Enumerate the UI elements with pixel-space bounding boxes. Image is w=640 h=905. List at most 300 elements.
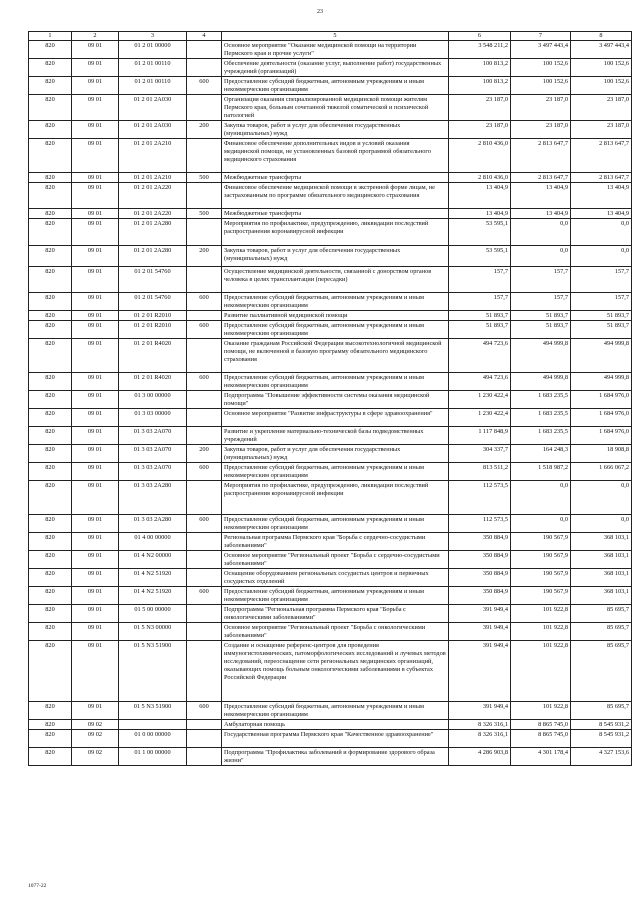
table-row <box>29 246 632 267</box>
cell-admin-code: 820 <box>29 311 72 321</box>
cell-amount-year2: 13 404,9 <box>511 183 571 209</box>
cell-admin-code: 820 <box>29 587 72 605</box>
cell-admin-code: 820 <box>29 409 72 427</box>
cell-amount-year1: 1 230 422,4 <box>449 409 511 427</box>
cell-section-code: 09 01 <box>72 246 119 267</box>
cell-admin-code: 820 <box>29 121 72 139</box>
cell-expense-type: 200 <box>187 121 222 139</box>
cell-amount-year1: 494 723,6 <box>449 373 511 391</box>
cell-amount-year1: 53 595,1 <box>449 219 511 246</box>
cell-amount-year3: 1 684 976,0 <box>571 409 632 427</box>
cell-amount-year3: 13 404,9 <box>571 183 632 209</box>
cell-target-article: 01 3 03 2A280 <box>119 515 187 533</box>
cell-section-code: 09 01 <box>72 339 119 373</box>
cell-amount-year1: 13 404,9 <box>449 209 511 219</box>
cell-target-article: 01 4 00 00000 <box>119 533 187 551</box>
cell-admin-code: 820 <box>29 267 72 293</box>
cell-amount-year2: 1 518 987,2 <box>511 463 571 481</box>
cell-expense-type: 600 <box>187 321 222 339</box>
table-row <box>29 409 632 427</box>
cell-description: Предоставление субсидий бюджетным, автономным учреждениям и иным некоммерческим организациям <box>222 702 449 720</box>
cell-amount-year2: 8 865 745,0 <box>511 730 571 748</box>
cell-expense-type <box>187 551 222 569</box>
cell-amount-year1: 391 949,4 <box>449 605 511 623</box>
cell-section-code: 09 01 <box>72 267 119 293</box>
cell-section-code: 09 01 <box>72 121 119 139</box>
cell-admin-code: 820 <box>29 59 72 77</box>
table-row <box>29 183 632 209</box>
cell-amount-year2: 101 922,8 <box>511 623 571 641</box>
cell-description: Осуществление медицинской деятельности, связанной с донорством органов человека в целях трансплантации (пересадки) <box>222 267 449 293</box>
cell-section-code: 09 01 <box>72 391 119 409</box>
cell-amount-year1: 23 187,0 <box>449 121 511 139</box>
cell-amount-year2: 157,7 <box>511 293 571 311</box>
cell-amount-year1: 1 117 848,9 <box>449 427 511 445</box>
cell-expense-type <box>187 427 222 445</box>
cell-amount-year3: 494 999,8 <box>571 339 632 373</box>
cell-section-code: 09 02 <box>72 748 119 766</box>
cell-description: Предоставление субсидий бюджетным, автономным учреждениям и иным некоммерческим организациям <box>222 587 449 605</box>
cell-admin-code: 820 <box>29 321 72 339</box>
table-row <box>29 219 632 246</box>
cell-amount-year1: 100 813,2 <box>449 59 511 77</box>
cell-expense-type <box>187 481 222 515</box>
cell-amount-year2: 100 152,6 <box>511 77 571 95</box>
cell-amount-year2: 157,7 <box>511 267 571 293</box>
cell-amount-year2: 101 922,8 <box>511 702 571 720</box>
cell-amount-year3: 2 813 647,7 <box>571 173 632 183</box>
cell-target-article: 01 2 01 00000 <box>119 41 187 59</box>
cell-target-article: 01 2 01 2A030 <box>119 121 187 139</box>
cell-section-code: 09 01 <box>72 551 119 569</box>
cell-section-code: 09 01 <box>72 219 119 246</box>
table-row <box>29 139 632 173</box>
cell-target-article: 01 3 00 00000 <box>119 391 187 409</box>
cell-description: Закупка товаров, работ и услуг для обеспечения государственных (муниципальных) нужд <box>222 121 449 139</box>
cell-amount-year2: 2 813 647,7 <box>511 173 571 183</box>
cell-description: Основное мероприятие "Оказание медицинской помощи на территории Пермского края и прочие услуги" <box>222 41 449 59</box>
cell-amount-year3: 3 497 443,4 <box>571 41 632 59</box>
table-row <box>29 293 632 311</box>
cell-section-code: 09 02 <box>72 730 119 748</box>
cell-amount-year3: 4 327 153,6 <box>571 748 632 766</box>
cell-expense-type <box>187 183 222 209</box>
budget-table <box>28 31 632 766</box>
cell-expense-type <box>187 748 222 766</box>
cell-expense-type: 600 <box>187 463 222 481</box>
cell-amount-year2: 1 683 235,5 <box>511 391 571 409</box>
cell-amount-year2: 190 567,9 <box>511 569 571 587</box>
cell-amount-year1: 391 949,4 <box>449 702 511 720</box>
table-row <box>29 267 632 293</box>
table-row <box>29 77 632 95</box>
cell-target-article: 01 5 00 00000 <box>119 605 187 623</box>
cell-target-article: 01 2 01 2A220 <box>119 183 187 209</box>
cell-section-code: 09 01 <box>72 139 119 173</box>
cell-section-code: 09 02 <box>72 720 119 730</box>
cell-amount-year1: 23 187,0 <box>449 95 511 121</box>
cell-target-article: 01 2 01 00110 <box>119 77 187 95</box>
cell-expense-type <box>187 59 222 77</box>
cell-amount-year1: 391 949,4 <box>449 623 511 641</box>
cell-admin-code: 820 <box>29 515 72 533</box>
table-row <box>29 339 632 373</box>
cell-amount-year3: 368 103,1 <box>571 533 632 551</box>
cell-amount-year2: 100 152,6 <box>511 59 571 77</box>
cell-amount-year1: 157,7 <box>449 293 511 311</box>
cell-description: Оснащение оборудованием региональных сосудистых центров и первичных сосудистых отделений <box>222 569 449 587</box>
cell-amount-year1: 391 949,4 <box>449 641 511 702</box>
cell-section-code: 09 01 <box>72 533 119 551</box>
cell-target-article: 01 2 01 00110 <box>119 59 187 77</box>
cell-amount-year1: 51 893,7 <box>449 321 511 339</box>
cell-amount-year2: 0,0 <box>511 219 571 246</box>
cell-target-article: 01 2 01 2A030 <box>119 95 187 121</box>
cell-amount-year2: 190 567,9 <box>511 587 571 605</box>
cell-description: Предоставление субсидий бюджетным, автономным учреждениям и иным некоммерческим организациям <box>222 373 449 391</box>
cell-amount-year3: 85 695,7 <box>571 605 632 623</box>
cell-amount-year3: 23 187,0 <box>571 121 632 139</box>
cell-amount-year2: 0,0 <box>511 246 571 267</box>
table-row <box>29 311 632 321</box>
cell-amount-year1: 304 337,7 <box>449 445 511 463</box>
cell-target-article <box>119 720 187 730</box>
cell-description: Развитие и укрепление материально-технической базы подведомственных учреждений <box>222 427 449 445</box>
cell-amount-year3: 100 152,6 <box>571 77 632 95</box>
table-row <box>29 569 632 587</box>
cell-admin-code: 820 <box>29 748 72 766</box>
cell-section-code: 09 01 <box>72 515 119 533</box>
cell-target-article: 01 3 03 2A070 <box>119 445 187 463</box>
cell-amount-year3: 85 695,7 <box>571 623 632 641</box>
cell-expense-type: 600 <box>187 293 222 311</box>
cell-description: Мероприятия по профилактике, предупреждению, ликвидации последствий распространения коронавирусной инфекции <box>222 481 449 515</box>
cell-amount-year1: 1 230 422,4 <box>449 391 511 409</box>
cell-section-code: 09 01 <box>72 209 119 219</box>
cell-amount-year2: 2 813 647,7 <box>511 139 571 173</box>
cell-amount-year2: 51 893,7 <box>511 321 571 339</box>
cell-description: Организация оказания специализированной медицинской помощи жителям Пермского края, больным сочетанной тяжелой соматической и психической патологией <box>222 95 449 121</box>
cell-amount-year2: 8 865 745,0 <box>511 720 571 730</box>
cell-amount-year3: 51 893,7 <box>571 311 632 321</box>
cell-section-code: 09 01 <box>72 183 119 209</box>
cell-amount-year3: 0,0 <box>571 246 632 267</box>
cell-amount-year3: 368 103,1 <box>571 551 632 569</box>
cell-admin-code: 820 <box>29 391 72 409</box>
cell-amount-year1: 53 595,1 <box>449 246 511 267</box>
cell-expense-type <box>187 95 222 121</box>
table-row <box>29 427 632 445</box>
cell-admin-code: 820 <box>29 339 72 373</box>
cell-amount-year3: 1 684 976,0 <box>571 427 632 445</box>
cell-target-article: 01 2 01 54760 <box>119 293 187 311</box>
table-row <box>29 41 632 59</box>
cell-amount-year3: 8 545 931,2 <box>571 730 632 748</box>
table-row <box>29 373 632 391</box>
cell-amount-year3: 0,0 <box>571 515 632 533</box>
table-row <box>29 748 632 766</box>
cell-admin-code: 820 <box>29 173 72 183</box>
cell-section-code: 09 01 <box>72 373 119 391</box>
cell-section-code: 09 01 <box>72 605 119 623</box>
table-row <box>29 551 632 569</box>
cell-expense-type <box>187 409 222 427</box>
cell-description: Подпрограмма "Профилактика заболеваний и формирование здорового образа жизни" <box>222 748 449 766</box>
cell-expense-type <box>187 605 222 623</box>
table-row <box>29 121 632 139</box>
cell-amount-year3: 0,0 <box>571 481 632 515</box>
cell-expense-type <box>187 730 222 748</box>
cell-amount-year3: 0,0 <box>571 219 632 246</box>
cell-section-code: 09 01 <box>72 587 119 605</box>
cell-amount-year1: 350 884,9 <box>449 569 511 587</box>
cell-target-article: 01 5 N3 51900 <box>119 702 187 720</box>
cell-amount-year2: 23 187,0 <box>511 121 571 139</box>
cell-admin-code: 820 <box>29 209 72 219</box>
cell-admin-code: 820 <box>29 183 72 209</box>
cell-target-article: 01 2 01 R2010 <box>119 321 187 339</box>
column-header: 8 <box>571 32 632 41</box>
table-row <box>29 173 632 183</box>
cell-description: Амбулаторная помощь <box>222 720 449 730</box>
cell-amount-year1: 13 404,9 <box>449 183 511 209</box>
cell-admin-code: 820 <box>29 41 72 59</box>
cell-description: Финансовое обеспечение дополнительных видов и условий оказания медицинской помощи, не установленных базовой программой обязательного медицинского страхования <box>222 139 449 173</box>
cell-section-code: 09 01 <box>72 77 119 95</box>
cell-amount-year3: 157,7 <box>571 293 632 311</box>
cell-expense-type <box>187 533 222 551</box>
cell-target-article: 01 2 01 2A210 <box>119 139 187 173</box>
cell-admin-code: 820 <box>29 481 72 515</box>
table-row <box>29 533 632 551</box>
cell-amount-year3: 8 545 931,2 <box>571 720 632 730</box>
cell-section-code: 09 01 <box>72 463 119 481</box>
cell-amount-year1: 8 326 316,1 <box>449 730 511 748</box>
cell-description: Межбюджетные трансферты <box>222 209 449 219</box>
cell-admin-code: 820 <box>29 373 72 391</box>
cell-description: Предоставление субсидий бюджетным, автономным учреждениям и иным некоммерческим организациям <box>222 293 449 311</box>
cell-amount-year2: 190 567,9 <box>511 551 571 569</box>
cell-amount-year3: 157,7 <box>571 267 632 293</box>
cell-expense-type <box>187 267 222 293</box>
cell-description: Предоставление субсидий бюджетным, автономным учреждениям и иным некоммерческим организациям <box>222 515 449 533</box>
cell-amount-year2: 1 683 235,5 <box>511 409 571 427</box>
cell-amount-year1: 4 286 903,8 <box>449 748 511 766</box>
cell-admin-code: 820 <box>29 246 72 267</box>
cell-description: Основное мероприятие "Региональный проект "Борьба с онкологическими заболеваниями" <box>222 623 449 641</box>
cell-amount-year2: 0,0 <box>511 481 571 515</box>
cell-amount-year1: 100 813,2 <box>449 77 511 95</box>
cell-description: Основное мероприятие "Региональный проект "Борьба с сердечно-сосудистыми заболеваниями" <box>222 551 449 569</box>
cell-amount-year3: 368 103,1 <box>571 569 632 587</box>
cell-amount-year2: 1 683 235,5 <box>511 427 571 445</box>
cell-description: Закупка товаров, работ и услуг для обеспечения государственных (муниципальных) нужд <box>222 445 449 463</box>
cell-amount-year3: 23 187,0 <box>571 95 632 121</box>
header-row <box>29 32 632 41</box>
cell-amount-year2: 494 999,8 <box>511 339 571 373</box>
cell-amount-year1: 494 723,6 <box>449 339 511 373</box>
cell-section-code: 09 01 <box>72 445 119 463</box>
cell-expense-type: 600 <box>187 77 222 95</box>
cell-amount-year2: 164 248,3 <box>511 445 571 463</box>
cell-expense-type <box>187 139 222 173</box>
cell-section-code: 09 01 <box>72 702 119 720</box>
cell-amount-year3: 13 404,9 <box>571 209 632 219</box>
cell-target-article: 01 5 N3 51900 <box>119 641 187 702</box>
cell-target-article: 01 3 03 00000 <box>119 409 187 427</box>
cell-target-article: 01 4 N2 51920 <box>119 569 187 587</box>
cell-expense-type <box>187 641 222 702</box>
cell-admin-code: 820 <box>29 95 72 121</box>
table-row <box>29 641 632 702</box>
cell-amount-year2: 23 187,0 <box>511 95 571 121</box>
cell-amount-year2: 101 922,8 <box>511 641 571 702</box>
cell-amount-year3: 368 103,1 <box>571 587 632 605</box>
cell-description: Мероприятия по профилактике, предупреждению, ликвидации последствий распространения коронавирусной инфекции <box>222 219 449 246</box>
cell-amount-year3: 2 813 647,7 <box>571 139 632 173</box>
cell-amount-year3: 85 695,7 <box>571 702 632 720</box>
cell-admin-code: 820 <box>29 551 72 569</box>
cell-description: Межбюджетные трансферты <box>222 173 449 183</box>
cell-target-article: 01 5 N3 00000 <box>119 623 187 641</box>
cell-target-article: 01 4 N2 51920 <box>119 587 187 605</box>
cell-expense-type: 200 <box>187 445 222 463</box>
table-row <box>29 730 632 748</box>
cell-description: Подпрограмма "Повышение эффективности системы оказания медицинской помощи" <box>222 391 449 409</box>
table-row <box>29 720 632 730</box>
cell-target-article: 01 0 00 00000 <box>119 730 187 748</box>
table-row <box>29 321 632 339</box>
cell-amount-year1: 350 884,9 <box>449 551 511 569</box>
table-row <box>29 587 632 605</box>
cell-amount-year1: 157,7 <box>449 267 511 293</box>
cell-admin-code: 820 <box>29 605 72 623</box>
cell-expense-type: 500 <box>187 173 222 183</box>
cell-description: Предоставление субсидий бюджетным, автономным учреждениям и иным некоммерческим организациям <box>222 77 449 95</box>
cell-description: Финансовое обеспечение медицинской помощи в экстренной форме лицам, не застрахованным по программе обязательного медицинского страхования <box>222 183 449 209</box>
cell-admin-code: 820 <box>29 720 72 730</box>
cell-section-code: 09 01 <box>72 409 119 427</box>
table-row <box>29 391 632 409</box>
cell-target-article: 01 2 01 R2010 <box>119 311 187 321</box>
cell-description: Создание и оснащение референс-центров для проведения иммуногистохимических, патоморфологических исследований и лучевых методов исследований, переоснащение сети региональных медицинских организаций, оказывающих помощь больным онкологическими заболеваниями в субъектах Российской Федерации <box>222 641 449 702</box>
cell-expense-type: 200 <box>187 246 222 267</box>
column-header: 7 <box>511 32 571 41</box>
cell-target-article: 01 1 00 00000 <box>119 748 187 766</box>
cell-section-code: 09 01 <box>72 41 119 59</box>
cell-expense-type: 600 <box>187 373 222 391</box>
cell-expense-type <box>187 623 222 641</box>
cell-target-article: 01 2 01 2A280 <box>119 246 187 267</box>
table-row <box>29 209 632 219</box>
cell-expense-type: 600 <box>187 702 222 720</box>
cell-description: Закупка товаров, работ и услуг для обеспечения государственных (муниципальных) нужд <box>222 246 449 267</box>
cell-expense-type <box>187 41 222 59</box>
budget-table-container <box>28 31 631 766</box>
table-row <box>29 515 632 533</box>
cell-admin-code: 820 <box>29 533 72 551</box>
table-body <box>29 41 632 766</box>
cell-section-code: 09 01 <box>72 95 119 121</box>
cell-amount-year2: 3 497 443,4 <box>511 41 571 59</box>
footer-code: 1077-22 <box>28 883 47 889</box>
cell-description: Основное мероприятие "Развитие инфраструктуры в сфере здравоохранения" <box>222 409 449 427</box>
cell-section-code: 09 01 <box>72 173 119 183</box>
cell-description: Развитие паллиативной медицинской помощи <box>222 311 449 321</box>
table-row <box>29 481 632 515</box>
cell-amount-year2: 4 301 178,4 <box>511 748 571 766</box>
cell-section-code: 09 01 <box>72 623 119 641</box>
cell-amount-year3: 494 999,8 <box>571 373 632 391</box>
cell-expense-type <box>187 219 222 246</box>
cell-target-article: 01 2 01 2A220 <box>119 209 187 219</box>
cell-admin-code: 820 <box>29 427 72 445</box>
cell-admin-code: 820 <box>29 139 72 173</box>
column-header: 3 <box>119 32 187 41</box>
cell-amount-year3: 18 908,8 <box>571 445 632 463</box>
cell-expense-type: 600 <box>187 587 222 605</box>
cell-description: Оказание гражданам Российской Федерации высокотехнологичной медицинской помощи, не включенной в базовую программу обязательного медицинского страхования <box>222 339 449 373</box>
cell-amount-year1: 51 893,7 <box>449 311 511 321</box>
cell-amount-year1: 112 573,5 <box>449 481 511 515</box>
cell-admin-code: 820 <box>29 463 72 481</box>
cell-section-code: 09 01 <box>72 641 119 702</box>
table-row <box>29 702 632 720</box>
cell-expense-type: 600 <box>187 515 222 533</box>
cell-amount-year1: 350 884,9 <box>449 533 511 551</box>
cell-description: Предоставление субсидий бюджетным, автономным учреждениям и иным некоммерческим организациям <box>222 321 449 339</box>
cell-amount-year2: 101 922,8 <box>511 605 571 623</box>
cell-expense-type <box>187 569 222 587</box>
cell-description: Региональная программа Пермского края "Борьба с сердечно-сосудистыми заболеваниями" <box>222 533 449 551</box>
cell-target-article: 01 3 03 2A280 <box>119 481 187 515</box>
table-row <box>29 623 632 641</box>
column-header: 2 <box>72 32 119 41</box>
column-header: 4 <box>187 32 222 41</box>
cell-amount-year3: 85 695,7 <box>571 641 632 702</box>
column-header: 5 <box>222 32 449 41</box>
cell-section-code: 09 01 <box>72 569 119 587</box>
cell-expense-type: 500 <box>187 209 222 219</box>
cell-target-article: 01 2 01 2A210 <box>119 173 187 183</box>
cell-expense-type <box>187 339 222 373</box>
cell-admin-code: 820 <box>29 569 72 587</box>
table-row <box>29 605 632 623</box>
table-row <box>29 59 632 77</box>
cell-amount-year1: 2 810 436,0 <box>449 139 511 173</box>
cell-amount-year3: 100 152,6 <box>571 59 632 77</box>
cell-amount-year3: 1 684 976,0 <box>571 391 632 409</box>
cell-amount-year2: 51 893,7 <box>511 311 571 321</box>
cell-amount-year1: 112 573,5 <box>449 515 511 533</box>
column-header: 6 <box>449 32 511 41</box>
cell-section-code: 09 01 <box>72 293 119 311</box>
table-row <box>29 463 632 481</box>
cell-expense-type <box>187 391 222 409</box>
cell-section-code: 09 01 <box>72 59 119 77</box>
cell-target-article: 01 3 03 2A070 <box>119 463 187 481</box>
cell-target-article: 01 2 01 54760 <box>119 267 187 293</box>
cell-expense-type <box>187 720 222 730</box>
cell-section-code: 09 01 <box>72 427 119 445</box>
table-row <box>29 95 632 121</box>
cell-description: Подпрограмма "Региональная программа Пермского края "Борьба с онкологическими заболеваниями" <box>222 605 449 623</box>
cell-description: Государственная программа Пермского края "Качественное здравоохранение" <box>222 730 449 748</box>
cell-admin-code: 820 <box>29 641 72 702</box>
cell-amount-year3: 1 666 067,2 <box>571 463 632 481</box>
cell-target-article: 01 2 01 R4020 <box>119 373 187 391</box>
cell-section-code: 09 01 <box>72 321 119 339</box>
